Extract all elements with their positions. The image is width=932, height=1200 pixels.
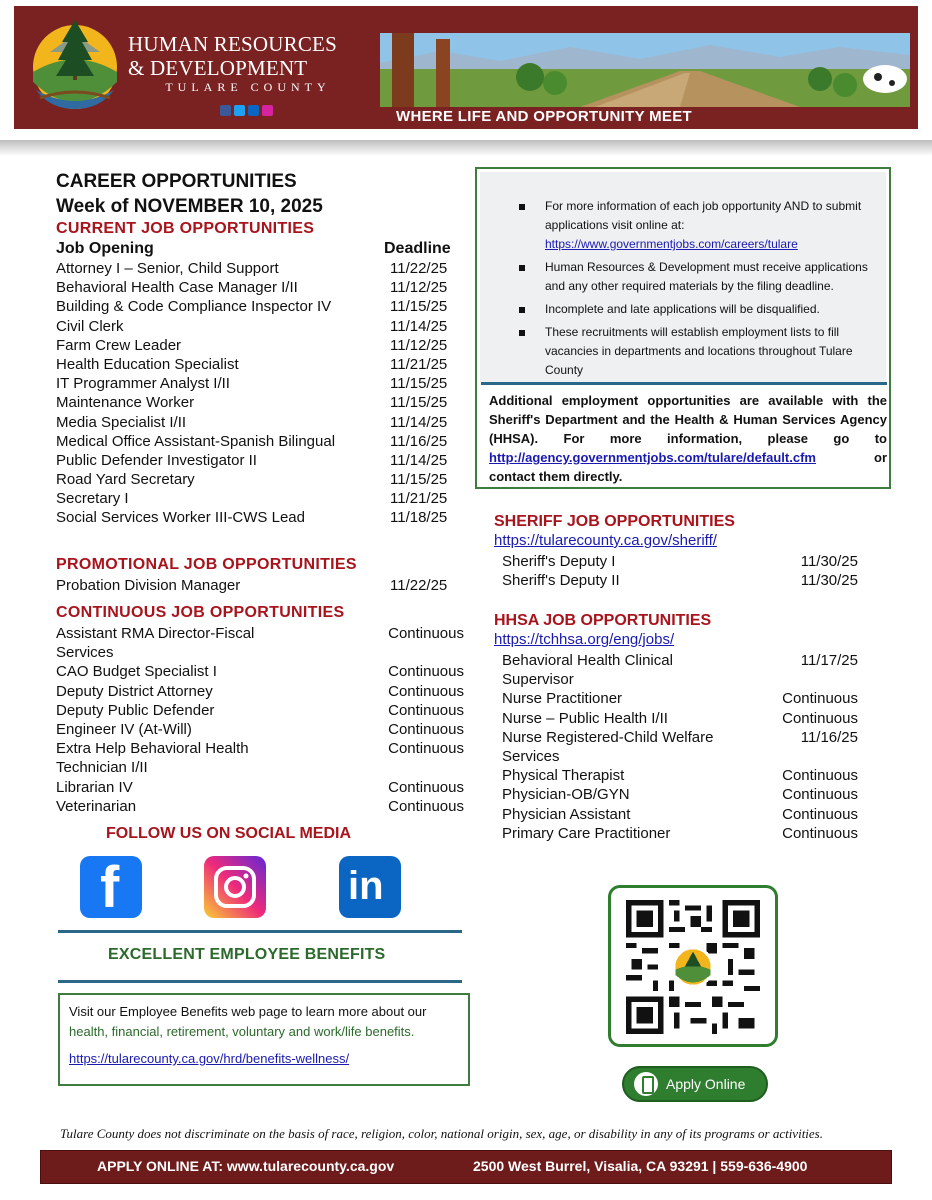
job-deadline: 11/16/25 xyxy=(390,432,448,450)
job-row[interactable] xyxy=(56,797,464,816)
job-row[interactable] xyxy=(56,317,456,336)
apply-online-label: Apply Online xyxy=(666,1076,746,1092)
job-deadline: 11/21/25 xyxy=(390,490,448,508)
benefits-heading: EXCELLENT EMPLOYEE BENEFITS xyxy=(108,946,386,963)
job-row[interactable] xyxy=(56,470,456,489)
job-title: Engineer IV (At-Will) xyxy=(56,721,192,739)
benefits-text-green: health, financial, retirement, voluntary and work/life benefits. xyxy=(69,1024,415,1039)
info-bullet: Human Resources & Development must receive applications and any other required materials by the filing deadline. xyxy=(497,258,877,296)
qr-code-image[interactable] xyxy=(626,900,760,1034)
phone-icon xyxy=(634,1072,658,1096)
org-name-line2: & DEVELOPMENT xyxy=(128,56,308,80)
job-title: Secretary I xyxy=(56,490,129,508)
job-row[interactable] xyxy=(502,824,858,843)
landscape-banner-image xyxy=(380,33,910,107)
job-opening-column-header: Job Opening xyxy=(56,240,154,257)
page-title: CAREER OPPORTUNITIES xyxy=(56,171,297,192)
job-deadline: Continuous xyxy=(782,767,858,785)
job-title: Medical Office Assistant-Spanish Bilingual xyxy=(56,432,336,450)
job-title: Sheriff's Deputy I xyxy=(502,553,616,570)
job-deadline: 11/22/25 xyxy=(390,260,448,277)
job-row[interactable] xyxy=(502,571,858,590)
job-row[interactable] xyxy=(56,701,464,720)
header-banner xyxy=(14,6,918,129)
job-title: CAO Budget Specialist I xyxy=(56,663,217,681)
hhsa-jobs-table xyxy=(502,651,858,843)
benefits-description xyxy=(69,1002,459,1042)
facebook-mini-icon[interactable] xyxy=(220,105,231,116)
job-deadline: 11/30/25 xyxy=(800,572,858,590)
job-row[interactable] xyxy=(502,805,858,824)
job-deadline: 11/15/25 xyxy=(390,375,448,393)
job-row[interactable] xyxy=(56,393,456,412)
job-row[interactable] xyxy=(56,662,464,681)
job-row[interactable] xyxy=(56,739,464,777)
job-title: Public Defender Investigator II xyxy=(56,451,257,469)
tagline: WHERE LIFE AND OPPORTUNITY MEET xyxy=(396,108,692,125)
job-deadline: Continuous xyxy=(388,797,464,815)
or-text: or xyxy=(874,450,887,465)
job-row[interactable] xyxy=(56,278,456,297)
current-jobs-heading: CURRENT JOB OPPORTUNITIES xyxy=(56,220,315,237)
job-title: Physical Therapist xyxy=(502,767,625,785)
job-deadline: 11/21/25 xyxy=(390,355,448,373)
benefits-text-plain: Visit our Employee Benefits web page to learn more about our xyxy=(69,1004,427,1019)
info-bullets xyxy=(497,197,877,384)
job-title: Physician-OB/GYN xyxy=(502,786,630,804)
job-title: Primary Care Practitioner xyxy=(502,824,671,842)
job-row[interactable] xyxy=(56,355,456,374)
job-deadline: Continuous xyxy=(782,690,858,708)
job-title: Nurse – Public Health I/II xyxy=(502,709,668,727)
job-row[interactable] xyxy=(56,720,464,739)
benefits-link[interactable]: https://tularecounty.ca.gov/hrd/benefits-wellness/ xyxy=(69,1051,350,1066)
job-deadline: 11/15/25 xyxy=(390,471,448,489)
job-title: Social Services Worker III-CWS Lead xyxy=(56,509,305,527)
job-title: Librarian IV xyxy=(56,778,133,796)
divider xyxy=(58,980,462,983)
job-deadline: Continuous xyxy=(388,721,464,739)
social-media-heading: FOLLOW US ON SOCIAL MEDIA xyxy=(106,825,352,842)
job-deadline: 11/14/25 xyxy=(390,317,448,335)
job-title: Extra Help Behavioral Health Technician I/II xyxy=(56,740,249,777)
job-deadline: Continuous xyxy=(782,805,858,823)
job-row[interactable] xyxy=(56,778,464,797)
job-title: Nurse Practitioner xyxy=(502,690,623,708)
job-title: Road Yard Secretary xyxy=(56,471,195,489)
org-name xyxy=(128,32,368,80)
job-title: Attorney I – Senior, Child Support xyxy=(56,260,279,277)
contact-text: contact them directly. xyxy=(489,469,623,484)
job-title: Building & Code Compliance Inspector IV xyxy=(56,298,332,316)
application-info-box xyxy=(475,167,891,489)
info-bullet: Incomplete and late applications will be disqualified. xyxy=(497,300,877,319)
current-jobs-header-row xyxy=(56,239,456,259)
job-title: Probation Division Manager xyxy=(56,577,241,594)
job-deadline: 11/30/25 xyxy=(800,553,858,570)
county-name: TULARE COUNTY xyxy=(165,80,331,94)
sheriff-jobs-heading: SHERIFF JOB OPPORTUNITIES xyxy=(494,513,735,530)
sheriff-jobs-table xyxy=(502,552,858,590)
job-deadline: Continuous xyxy=(388,778,464,796)
instagram-icon[interactable] xyxy=(204,856,266,918)
promotional-jobs-table xyxy=(56,576,456,595)
promotional-jobs-heading: PROMOTIONAL JOB OPPORTUNITIES xyxy=(56,556,357,573)
job-deadline: 11/18/25 xyxy=(390,509,448,527)
job-row[interactable] xyxy=(56,259,456,278)
job-title: Assistant RMA Director-Fiscal Services xyxy=(56,625,255,662)
job-deadline: 11/22/25 xyxy=(390,577,448,594)
job-deadline: 11/17/25 xyxy=(800,652,858,669)
divider xyxy=(58,930,462,933)
job-row[interactable] xyxy=(56,432,456,451)
job-title: Deputy Public Defender xyxy=(56,701,215,719)
linkedin-glyph: in xyxy=(348,864,384,908)
job-title: Behavioral Health Case Manager I/II xyxy=(56,279,298,297)
job-title: Health Education Specialist xyxy=(56,355,239,373)
instagram-glyph xyxy=(204,856,266,918)
job-row[interactable] xyxy=(502,728,858,766)
footer-address: 2500 West Burrel, Visalia, CA 93291 | 559-636-4900 xyxy=(473,1158,808,1174)
linkedin-icon[interactable] xyxy=(339,856,401,918)
current-jobs-table xyxy=(56,239,456,528)
job-row[interactable] xyxy=(502,552,858,571)
non-discrimination-disclaimer: Tulare County does not discriminate on the basis of race, religion, color, national origin, sex, age, or disability in any of its programs or activities. xyxy=(60,1126,823,1141)
job-row[interactable] xyxy=(502,785,858,804)
job-row[interactable] xyxy=(56,624,464,662)
deadline-column-header: Deadline xyxy=(384,240,451,257)
job-deadline: Continuous xyxy=(388,625,464,642)
facebook-icon[interactable] xyxy=(80,856,142,918)
job-title: Deputy District Attorney xyxy=(56,682,213,700)
county-logo xyxy=(30,12,120,122)
job-deadline: Continuous xyxy=(388,682,464,700)
agency-link[interactable]: http://agency.governmentjobs.com/tulare/default.cfm xyxy=(489,450,816,465)
job-row[interactable] xyxy=(56,576,456,595)
job-deadline: 11/14/25 xyxy=(390,413,448,431)
hhsa-link[interactable]: https://tchhsa.org/eng/jobs/ xyxy=(494,631,675,648)
job-deadline: Continuous xyxy=(388,663,464,681)
apply-online-button[interactable] xyxy=(622,1066,768,1102)
job-deadline: Continuous xyxy=(782,709,858,727)
job-deadline: 11/15/25 xyxy=(390,394,448,412)
qr-code-frame xyxy=(608,885,778,1047)
hhsa-jobs-heading: HHSA JOB OPPORTUNITIES xyxy=(494,612,712,629)
instagram-mini-icon[interactable] xyxy=(262,105,273,116)
job-title: Physician Assistant xyxy=(502,805,631,823)
continuous-jobs-heading: CONTINUOUS JOB OPPORTUNITIES xyxy=(56,604,345,621)
job-row[interactable] xyxy=(56,297,456,316)
job-row[interactable] xyxy=(502,689,858,708)
job-title: Farm Crew Leader xyxy=(56,336,182,354)
job-row[interactable] xyxy=(502,766,858,785)
job-row[interactable] xyxy=(502,709,858,728)
job-deadline: 11/14/25 xyxy=(390,451,448,469)
job-deadline: 11/15/25 xyxy=(390,298,448,316)
job-deadline: Continuous xyxy=(388,740,464,758)
job-deadline: Continuous xyxy=(782,786,858,804)
twitter-mini-icon[interactable] xyxy=(234,105,245,116)
job-title: Sheriff's Deputy II xyxy=(502,572,620,590)
additional-opportunities-text xyxy=(489,391,887,486)
linkedin-mini-icon[interactable] xyxy=(248,105,259,116)
job-title: Maintenance Worker xyxy=(56,394,195,412)
facebook-glyph: f xyxy=(100,855,120,920)
job-title: Veterinarian xyxy=(56,797,137,815)
job-title: Media Specialist I/II xyxy=(56,413,187,431)
job-title: IT Programmer Analyst I/II xyxy=(56,375,230,393)
footer-apply-url[interactable]: APPLY ONLINE AT: www.tularecounty.ca.gov xyxy=(97,1158,395,1174)
org-name-line1: HUMAN RESOURCES xyxy=(128,32,337,56)
job-deadline: 11/12/25 xyxy=(390,336,448,354)
additional-text: Additional employment opportunities are available with the Sheriff's Department and the Health & Human Services Agency (HHSA). For more information, please go to xyxy=(489,393,887,446)
governmentjobs-link[interactable]: https://www.governmentjobs.com/careers/tulare xyxy=(545,237,798,251)
job-deadline: 11/12/25 xyxy=(390,279,448,297)
info-bullet: These recruitments will establish employment lists to fill vacancies in departments and locations throughout Tulare County xyxy=(497,323,877,380)
job-row[interactable] xyxy=(56,489,456,508)
week-label: Week of NOVEMBER 10, 2025 xyxy=(56,196,323,217)
job-deadline: Continuous xyxy=(782,824,858,842)
job-title: Nurse Registered-Child Welfare Services xyxy=(502,728,714,766)
header-shadow xyxy=(0,140,932,156)
info-bullet-text: For more information of each job opportunity AND to submit applications visit online at: xyxy=(545,199,862,232)
job-deadline: 11/16/25 xyxy=(800,728,858,746)
job-row[interactable] xyxy=(56,413,456,432)
job-row[interactable] xyxy=(56,336,456,355)
sheriff-link[interactable]: https://tularecounty.ca.gov/sheriff/ xyxy=(494,532,717,549)
job-title: Behavioral Health Clinical Supervisor xyxy=(502,652,673,689)
job-row[interactable] xyxy=(56,374,456,393)
job-row[interactable] xyxy=(56,451,456,470)
job-row[interactable] xyxy=(502,651,858,689)
job-deadline: Continuous xyxy=(388,701,464,719)
job-title: Civil Clerk xyxy=(56,317,124,335)
header-social-icons xyxy=(220,105,273,116)
job-row[interactable] xyxy=(56,682,464,701)
job-row[interactable] xyxy=(56,508,456,527)
footer-bar xyxy=(40,1150,892,1184)
continuous-jobs-table xyxy=(56,624,464,816)
info-bullet xyxy=(497,197,877,254)
benefits-box xyxy=(58,993,470,1086)
divider xyxy=(481,382,887,385)
